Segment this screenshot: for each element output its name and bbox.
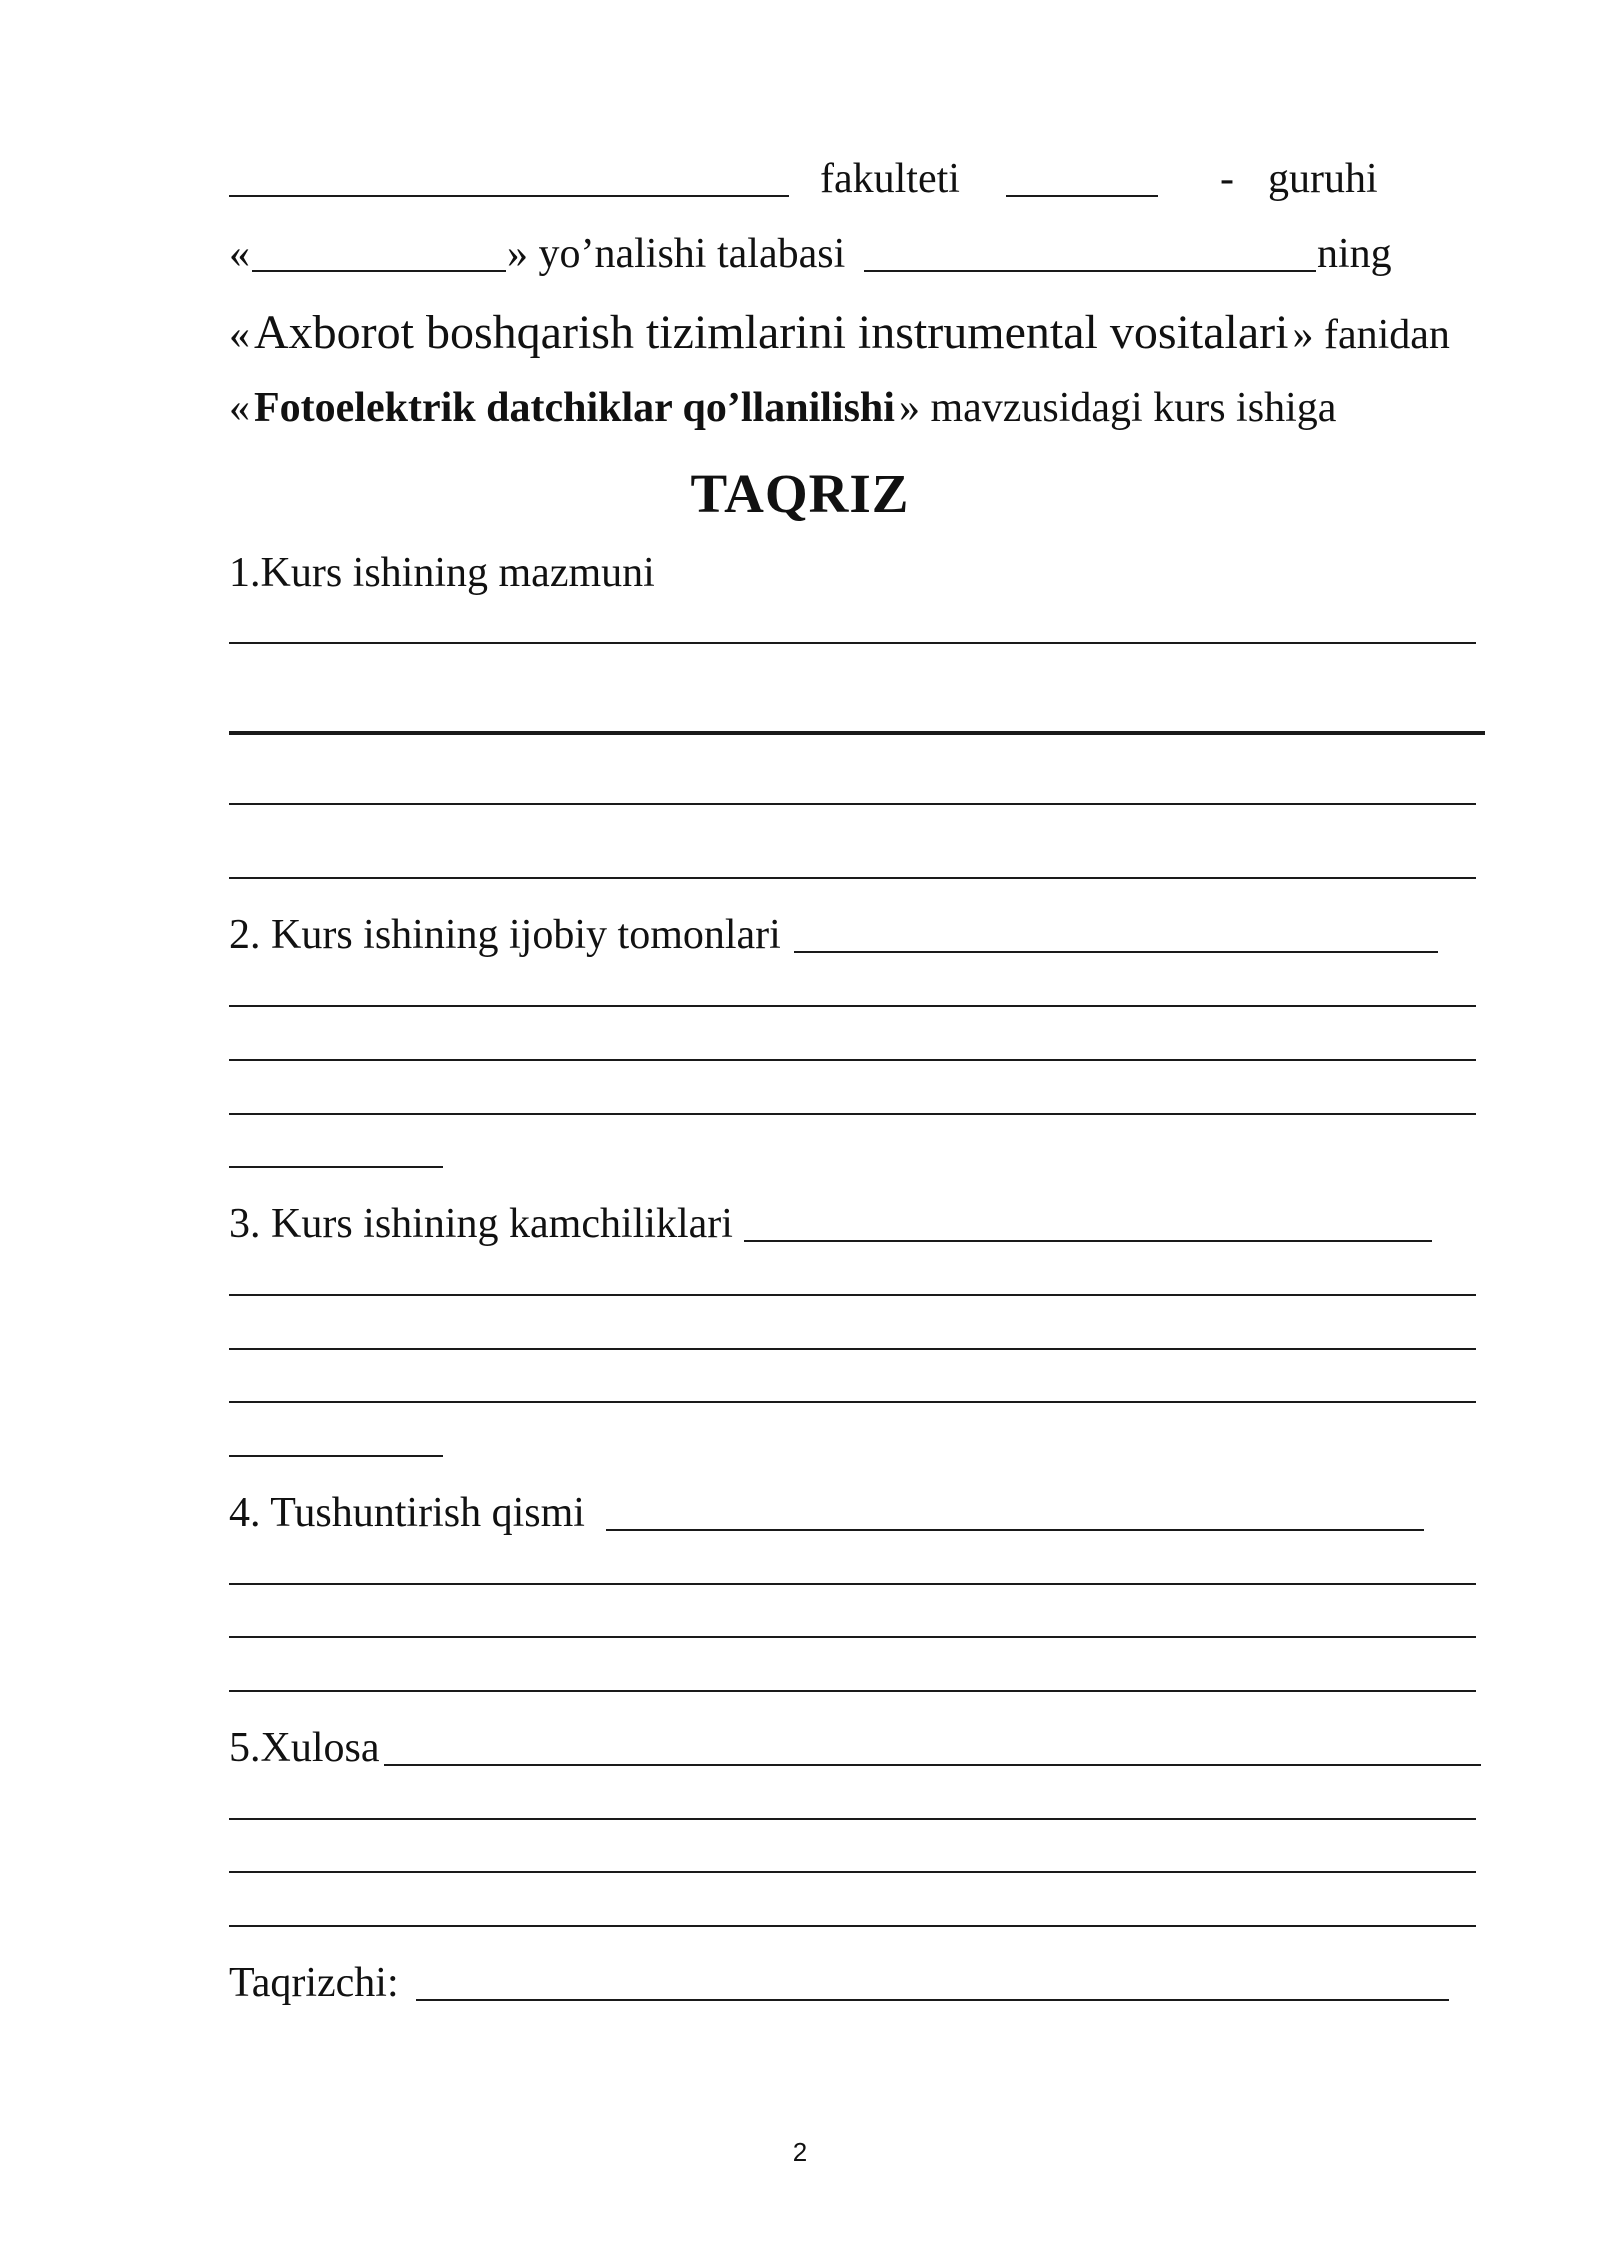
page-title: TAQRIZ xyxy=(690,463,910,524)
subject-name: Axborot boshqarish tizimlarini instrumental vositalari xyxy=(254,306,1289,359)
group-dash: - xyxy=(1220,156,1234,202)
group-blank[interactable] xyxy=(1006,195,1158,197)
section-5-line-3[interactable] xyxy=(229,1925,1476,1927)
section-1-line-1[interactable] xyxy=(229,642,1476,644)
section-2-inline-blank[interactable] xyxy=(794,951,1438,953)
section-4-inline-blank[interactable] xyxy=(606,1529,1424,1531)
section-5-label: 5.Xulosa xyxy=(229,1725,380,1771)
section-2-label: 2. Kurs ishining ijobiy tomonlari xyxy=(229,912,781,958)
direction-open-quote: « xyxy=(229,231,250,277)
topic-close: » mavzusidagi kurs ishiga xyxy=(898,385,1337,431)
page-number: 2 xyxy=(792,2137,808,2167)
section-1-line-2[interactable] xyxy=(229,731,1485,735)
section-4-label: 4. Tushuntirish qismi xyxy=(229,1490,585,1536)
section-2-line-3[interactable] xyxy=(229,1113,1476,1115)
reviewer-label: Taqrizchi: xyxy=(229,1960,399,2006)
section-1-line-3[interactable] xyxy=(229,803,1476,805)
group-label: guruhi xyxy=(1268,156,1378,202)
topic-line xyxy=(229,387,1336,429)
section-5-inline-blank[interactable] xyxy=(384,1764,1481,1766)
section-1-label: 1.Kurs ishining mazmuni xyxy=(229,550,655,596)
section-4-line-1[interactable] xyxy=(229,1583,1476,1585)
section-3-line-4[interactable] xyxy=(229,1455,443,1457)
student-name-suffix: ning xyxy=(1317,231,1392,277)
section-3-line-3[interactable] xyxy=(229,1401,1476,1403)
section-2-line-4[interactable] xyxy=(229,1166,443,1168)
section-5-line-2[interactable] xyxy=(229,1871,1476,1873)
section-3-line-2[interactable] xyxy=(229,1348,1476,1350)
topic-open-quote: « xyxy=(229,385,250,431)
section-3-inline-blank[interactable] xyxy=(744,1240,1432,1242)
section-5-line-1[interactable] xyxy=(229,1818,1476,1820)
reviewer-signature-blank[interactable] xyxy=(416,1999,1449,2001)
topic-name: Fotoelektrik datchiklar qo’llanilishi xyxy=(254,385,895,431)
faculty-label: fakulteti xyxy=(820,156,960,202)
section-4-line-2[interactable] xyxy=(229,1636,1476,1638)
section-2-line-1[interactable] xyxy=(229,1005,1476,1007)
section-2-line-2[interactable] xyxy=(229,1059,1476,1061)
section-4-line-3[interactable] xyxy=(229,1690,1476,1692)
direction-label: » yo’nalishi talabasi xyxy=(507,231,846,277)
subject-open-quote: « xyxy=(229,312,250,358)
subject-line xyxy=(229,305,1450,360)
student-name-blank[interactable] xyxy=(864,270,1316,272)
subject-close: » fanidan xyxy=(1292,312,1450,358)
section-1-line-4[interactable] xyxy=(229,877,1476,879)
direction-blank[interactable] xyxy=(252,270,506,272)
section-3-label: 3. Kurs ishining kamchiliklari xyxy=(229,1201,733,1247)
section-3-line-1[interactable] xyxy=(229,1294,1476,1296)
faculty-blank[interactable] xyxy=(229,195,789,197)
